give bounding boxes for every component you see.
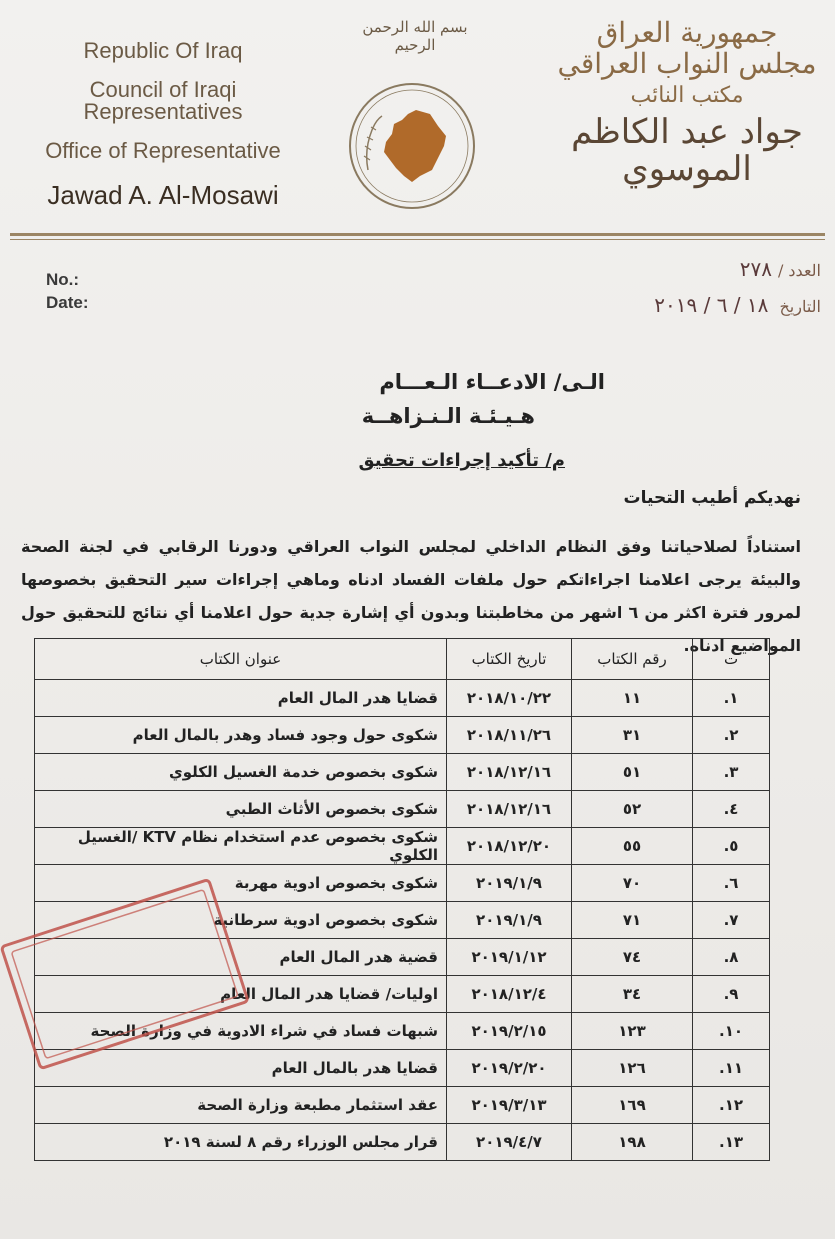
greeting-line: نهديكم أطيب التحيات: [623, 488, 801, 508]
cell-number: ٧٠: [572, 865, 693, 902]
cell-date: ٢٠١٩/١/١٢: [447, 939, 572, 976]
cell-title: قضايا هدر المال العام: [35, 680, 447, 717]
cell-index: ١٠.: [693, 1013, 770, 1050]
cell-number: ٣١: [572, 717, 693, 754]
date-label: Date:: [46, 293, 89, 312]
cell-number: ٥١: [572, 754, 693, 791]
ar-letterhead-office: مكتب النائب: [630, 82, 744, 108]
ar-date-value: ١٨ / ٦ / ٢٠١٩: [654, 293, 769, 317]
cell-index: ٤.: [693, 791, 770, 828]
cell-title: شكوى بخصوص ادوية مهربة: [35, 865, 447, 902]
ar-letterhead-country: جمهورية العراق: [596, 16, 778, 49]
cell-title: شكوى بخصوص عدم استخدام نظام KTV /الغسيل الكلوي: [35, 828, 447, 865]
cell-index: ٩.: [693, 976, 770, 1013]
header-divider-thin: [10, 239, 825, 240]
cell-index: ١٣.: [693, 1124, 770, 1161]
recipient-line-2: هـيـئـة الـنـزاهــة: [361, 404, 535, 428]
table-row: [35, 754, 770, 791]
table-row: [35, 828, 770, 865]
cell-title: عقد استثمار مطبعة وزارة الصحة: [35, 1087, 447, 1124]
table-row: [35, 791, 770, 828]
cell-index: ٢.: [693, 717, 770, 754]
ar-reference-block: [654, 252, 821, 324]
table-row: [35, 1124, 770, 1161]
col-header-number: رقم الكتاب: [572, 639, 693, 680]
ar-date-label: التاريخ: [779, 297, 821, 316]
cell-date: ٢٠١٨/١٢/٢٠: [447, 828, 572, 865]
cell-title: شكوى بخصوص ادوية سرطانية: [35, 902, 447, 939]
ar-number-value: ٢٧٨: [739, 257, 772, 281]
cell-date: ٢٠١٩/١/٩: [447, 865, 572, 902]
cell-index: ١٢.: [693, 1087, 770, 1124]
letterhead-council: Council of Iraqi Representatives: [83, 77, 243, 124]
cell-number: ٧١: [572, 902, 693, 939]
cell-date: ٢٠١٩/٢/٢٠: [447, 1050, 572, 1087]
col-header-date: تاريخ الكتاب: [447, 639, 572, 680]
ar-letterhead-name: جواد عبد الكاظم الموسوي: [571, 111, 803, 190]
letterhead-office: Office of Representative: [45, 138, 281, 163]
table-row: [35, 717, 770, 754]
cell-title: شكوى حول وجود فساد وهدر بالمال العام: [35, 717, 447, 754]
cell-number: ١٢٣: [572, 1013, 693, 1050]
cell-number: ٧٤: [572, 939, 693, 976]
subject-line: م/ تأكيد إجراءات تحقيق: [358, 450, 565, 471]
cell-title: قضية هدر المال العام: [35, 939, 447, 976]
cell-index: ٥.: [693, 828, 770, 865]
table-row: [35, 1050, 770, 1087]
english-letterhead: [8, 40, 318, 208]
ar-number-label: العدد /: [777, 261, 821, 280]
cell-index: ٣.: [693, 754, 770, 791]
col-header-title: عنوان الكتاب: [35, 639, 447, 680]
cell-date: ٢٠١٩/٢/١٥: [447, 1013, 572, 1050]
basmala: بسم الله الرحمن الرحيم: [362, 18, 468, 54]
cell-date: ٢٠١٨/١٢/١٦: [447, 791, 572, 828]
cell-index: ١١.: [693, 1050, 770, 1087]
table-row: [35, 1087, 770, 1124]
cell-index: ٧.: [693, 902, 770, 939]
cell-date: ٢٠١٨/١٠/٢٢: [447, 680, 572, 717]
recipient-line-1: الـى/ الادعــاء الـعـــام: [379, 370, 605, 394]
cell-date: ٢٠١٩/٤/٧: [447, 1124, 572, 1161]
cell-date: ٢٠١٨/١٢/١٦: [447, 754, 572, 791]
cell-title: شبهات فساد في شراء الادوية في وزارة الصحة: [35, 1013, 447, 1050]
cell-number: ١٦٩: [572, 1087, 693, 1124]
iraq-emblem-icon: [346, 80, 478, 212]
cell-number: ٥٥: [572, 828, 693, 865]
table-row: [35, 680, 770, 717]
cell-number: ٥٢: [572, 791, 693, 828]
cell-number: ١١: [572, 680, 693, 717]
header-divider: [10, 233, 825, 236]
cell-number: ١٩٨: [572, 1124, 693, 1161]
cell-number: ١٢٦: [572, 1050, 693, 1087]
cell-title: قضايا هدر بالمال العام: [35, 1050, 447, 1087]
cell-index: ٦.: [693, 865, 770, 902]
cell-title: شكوى بخصوص الأثاث الطبي: [35, 791, 447, 828]
cell-date: ٢٠١٩/٣/١٣: [447, 1087, 572, 1124]
cell-date: ٢٠١٩/١/٩: [447, 902, 572, 939]
no-date-labels: [46, 268, 89, 314]
cell-index: ١.: [693, 680, 770, 717]
no-label: No.:: [46, 270, 80, 289]
cell-title: شكوى بخصوص خدمة الغسيل الكلوي: [35, 754, 447, 791]
col-header-index: ت: [693, 639, 770, 680]
letterhead-name: Jawad A. Al-Mosawi: [47, 180, 279, 210]
cell-title: اوليات/ قضايا هدر المال العام: [35, 976, 447, 1013]
cell-number: ٣٤: [572, 976, 693, 1013]
cell-date: ٢٠١٨/١٢/٤: [447, 976, 572, 1013]
cell-title: قرار مجلس الوزراء رقم ٨ لسنة ٢٠١٩: [35, 1124, 447, 1161]
cell-date: ٢٠١٨/١١/٢٦: [447, 717, 572, 754]
letter-body: استناداً لصلاحياتنا وفق النظام الداخلي لمجلس النواب العراقي ودورنا الرقابي في لجنة الصحة والبيئة يرجى اعلامنا اجراءاتكم حول ملفات الفساد ادناه وماهي إجراءات سير التحقيق بخصوصها لمرور فترة اكثر من ٦ اشهر من مخاطبتنا وبدون أي إشارة جدية حول اعلامنا أي نتائج للتحقيق حول المواضيع ادناه.: [21, 537, 802, 655]
letterhead-country: Republic Of Iraq: [83, 38, 243, 63]
cell-index: ٨.: [693, 939, 770, 976]
ar-letterhead-council: مجلس النواب العراقي: [557, 46, 817, 80]
table-header-row: [35, 639, 770, 680]
arabic-letterhead: [557, 18, 817, 189]
